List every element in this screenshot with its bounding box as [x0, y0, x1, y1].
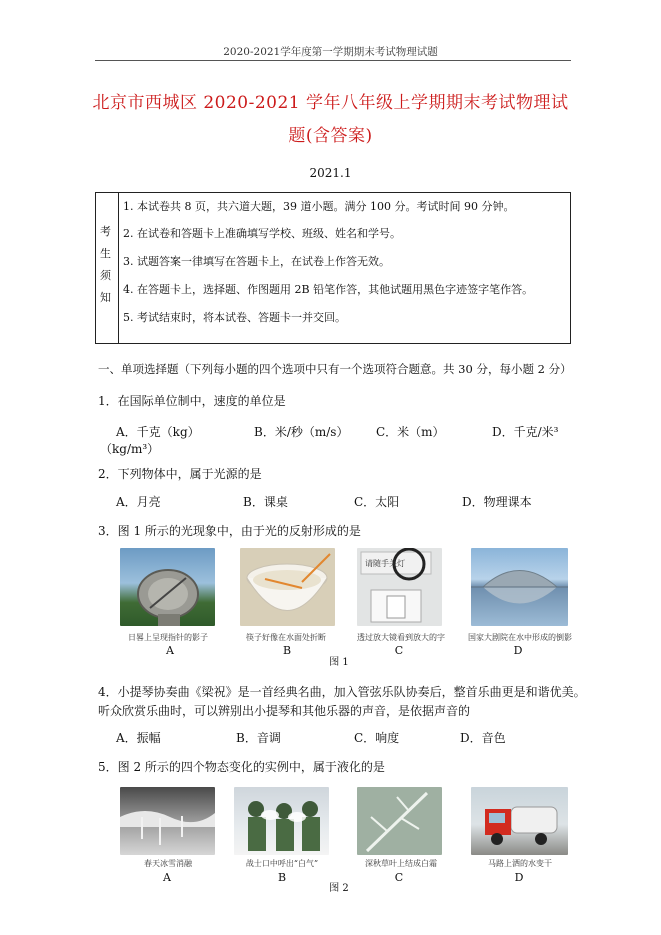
figure2-caption-c: 深秋草叶上结成白霜 — [365, 859, 437, 868]
notice-label-char: 须 — [100, 269, 111, 282]
figure1-caption-b: 筷子好像在水面处折断 — [246, 633, 326, 642]
figure2-letter-a: A — [163, 871, 171, 884]
soldiers-image — [234, 787, 329, 855]
figure1-letter-a: A — [166, 644, 174, 657]
question-4-option-b: B．音调 — [236, 731, 281, 745]
truck-image — [471, 787, 568, 855]
exam-title-line1: 北京市西城区 2020-2021 学年八年级上学期期末考试物理试 — [92, 93, 569, 113]
notice-rule: 5. 考试结束时，将本试卷、答题卡一并交回。 — [123, 311, 346, 324]
question-2-option-a: A．月亮 — [116, 495, 161, 509]
notice-label-char: 考 — [100, 225, 111, 238]
question-2-option-c: C．太阳 — [354, 495, 400, 509]
figure2-letter-b: B — [277, 871, 287, 884]
theater-image — [471, 548, 568, 626]
question-2-option-d: D．物理课本 — [462, 495, 532, 509]
header-divider — [95, 60, 571, 61]
notice-label-char: 生 — [100, 247, 111, 260]
notice-rule: 4. 在答题卡上，选择题、作图题用 2B 铅笔作答，其他试题用黑色字迹签字笔作答。 — [123, 283, 534, 296]
figure1-caption-c: 透过放大镜看到放大的字 — [357, 633, 445, 642]
photo-sundial — [120, 548, 215, 626]
figure2-letter-d: D — [514, 871, 524, 884]
question-2-stem: 2．下列物体中，属于光源的是 — [98, 467, 262, 481]
figure2-caption-b: 战士口中呼出“白气” — [245, 859, 319, 868]
sundial-image — [120, 548, 215, 626]
figure1-letter-b: B — [282, 644, 292, 657]
figure1-caption-d: 国家大剧院在水中形成的倒影 — [468, 633, 572, 642]
question-1-option-b: B．米/秒（m/s） — [254, 425, 349, 439]
figure2-letter-c: C — [394, 871, 404, 884]
photo-grand-theater — [471, 548, 568, 626]
notice-rule: 3. 试题答案一律填写在答题卡上，在试卷上作答无效。 — [123, 255, 390, 268]
question-1-stem: 1．在国际单位制中，速度的单位是 — [98, 394, 286, 408]
question-1-option-a: A．千克（kg） — [116, 425, 200, 439]
figure1-letter-d: D — [513, 644, 523, 657]
frost-image — [357, 787, 442, 855]
ice-image — [120, 787, 215, 855]
photo-frost-grass — [357, 787, 442, 855]
photo-soldiers-breath — [234, 787, 329, 855]
photo-water-truck — [471, 787, 568, 855]
question-1-option-d-wrap: （kg/m³） — [100, 442, 160, 456]
question-5-stem: 5．图 2 所示的四个物态变化的实例中，属于液化的是 — [98, 760, 385, 774]
question-4-stem-line1: 4．小提琴协奏曲《梁祝》是一首经典名曲，加入管弦乐队协奏后，整首乐曲更是和谐优美。 — [98, 685, 586, 699]
figure1-letter-c: C — [394, 644, 404, 657]
question-1-option-c: C．米（m） — [376, 425, 445, 439]
notice-rule: 1. 本试卷共 8 页，共六道大题，39 道小题。满分 100 分。考试时间 90 分钟。 — [123, 200, 515, 213]
figure2-caption-a: 春天冰雪消融 — [144, 859, 192, 868]
notice-label-char: 知 — [100, 291, 111, 304]
photo-melting-ice — [120, 787, 215, 855]
section-heading: 一、单项选择题（下列每小题的四个选项中只有一个选项符合题意。共 30 分，每小题 2 分） — [98, 362, 572, 376]
page-header: 2020-2021学年度第一学期期末考试物理试题 — [223, 46, 438, 58]
question-4-option-a: A．振幅 — [116, 731, 161, 745]
question-4-option-d: D．音色 — [460, 731, 506, 745]
notice-label-cell — [96, 193, 119, 343]
photo-magnifier — [357, 548, 442, 626]
figure2-caption-d: 马路上洒的水变干 — [488, 859, 552, 868]
question-1-option-d: D．千克/米³ — [492, 425, 559, 439]
figure1-label: 图 1 — [329, 657, 349, 668]
exam-date: 2021.1 — [309, 166, 352, 180]
question-2-option-b: B．课桌 — [243, 495, 288, 509]
figure2-label: 图 2 — [329, 883, 349, 894]
notice-rule: 2. 在试卷和答题卡上准确填写学校、班级、姓名和学号。 — [123, 227, 401, 240]
magnifier-sign-text: 请随手关灯 — [365, 559, 405, 568]
exam-title-line2: 题(含答案) — [288, 126, 373, 146]
bowl-image — [240, 548, 335, 626]
figure1-caption-a: 日晷上呈现指针的影子 — [128, 633, 208, 642]
question-3-stem: 3．图 1 所示的光现象中，由于光的反射形成的是 — [98, 524, 361, 538]
question-4-stem-line2: 听众欣赏乐曲时，可以辨别出小提琴和其他乐器的声音，是依据声音的 — [98, 704, 471, 718]
photo-chopsticks-bowl — [240, 548, 335, 626]
question-4-option-c: C．响度 — [354, 731, 400, 745]
